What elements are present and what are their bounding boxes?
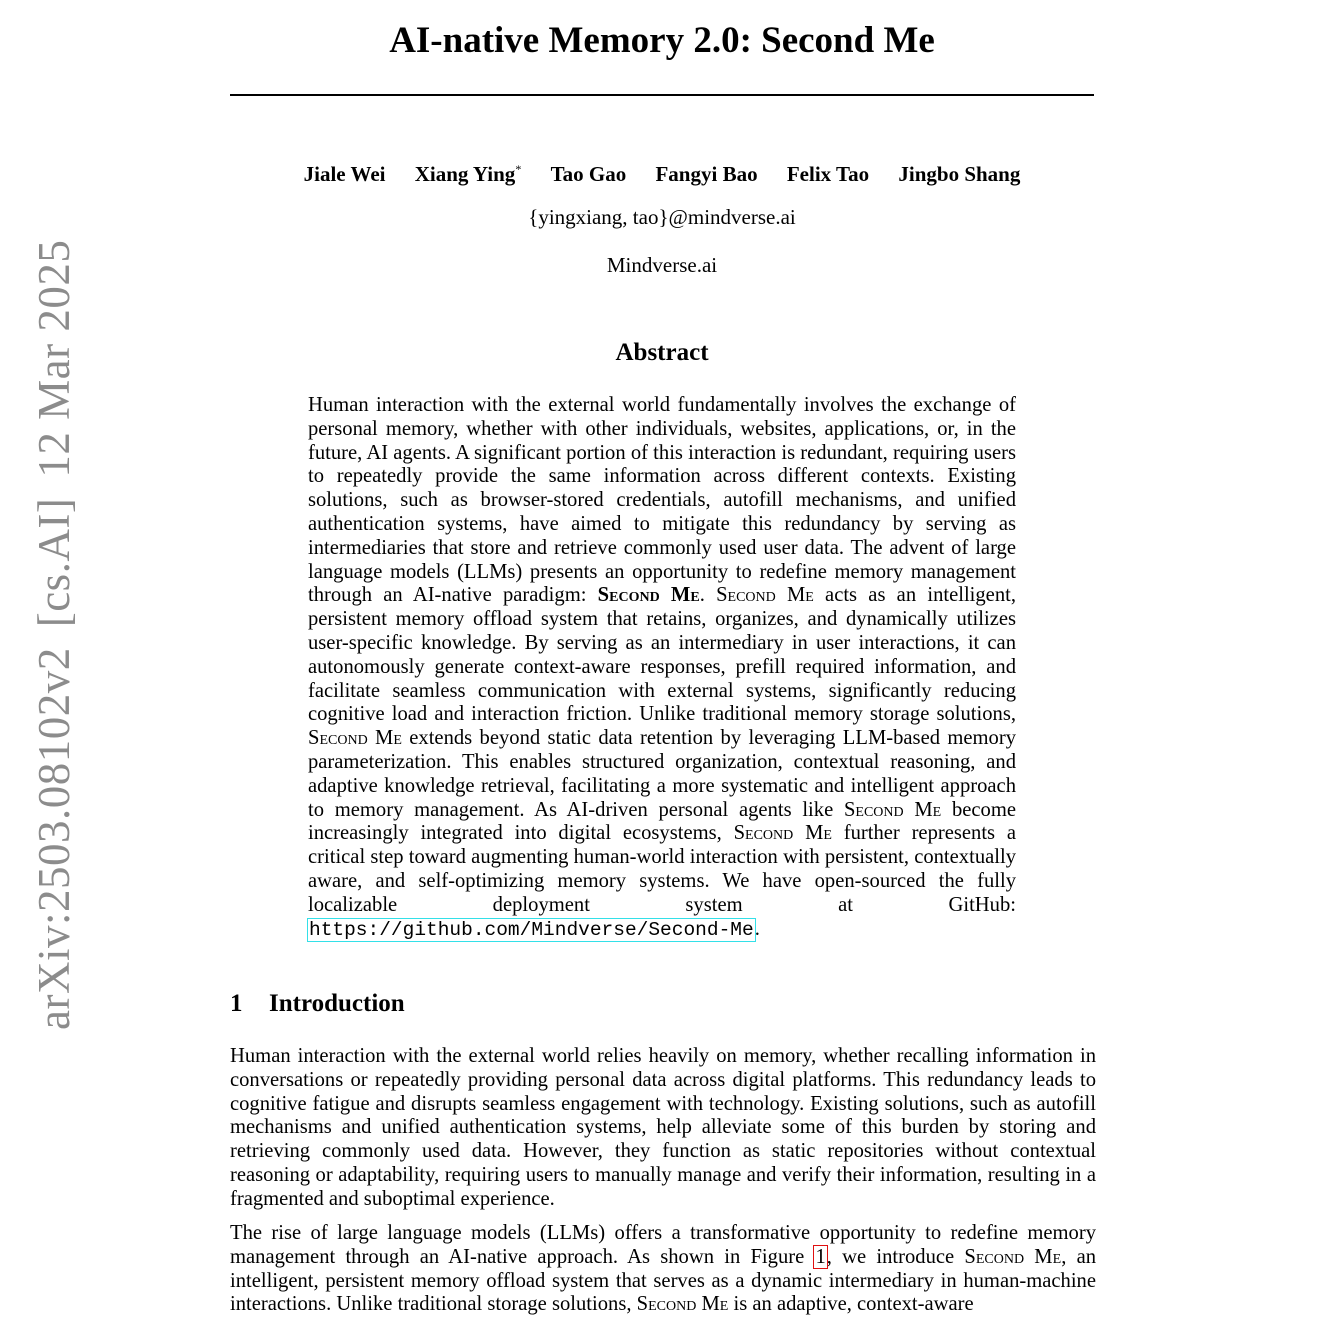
arxiv-date: 12 Mar 2025	[29, 239, 79, 478]
author: Felix Tao	[786, 162, 870, 186]
abstract-heading: Abstract	[615, 339, 709, 366]
arxiv-watermark	[28, 220, 80, 1030]
arxiv-category: [cs.AI]	[29, 497, 79, 628]
system-name: Second Me	[964, 1245, 1062, 1268]
arxiv-id: arXiv:2503.08102v2	[29, 647, 79, 1030]
corresponding-mark: *	[515, 162, 522, 176]
figure-reference-link[interactable]: 1	[815, 1245, 826, 1268]
author-email: {yingxiang, tao}@mindverse.ai	[528, 205, 796, 229]
intro-paragraph-2: The rise of large language models (LLMs) offers a transformative opportunity to redefine memory management through an AI-native approach. As shown in Figure 1, we introduce Second Me, an intelligent, persistent memory offload system that serves as a dynamic intermediary in human-machine interactions. Unlike traditional storage solutions, Second Me is an adaptive, context-aware	[230, 1222, 1097, 1316]
author: Xiang Ying*	[414, 162, 522, 186]
system-name: Second Me	[733, 822, 832, 845]
github-link[interactable]: https://github.com/Mindverse/Second-Me	[309, 918, 754, 941]
system-name: Second Me	[597, 584, 700, 607]
author: Jiale Wei	[303, 162, 386, 186]
author: Fangyi Bao	[655, 162, 758, 186]
system-name: Second Me	[716, 584, 814, 607]
section-heading-introduction: 1 Introduction	[230, 990, 405, 1017]
system-name: Second Me	[308, 727, 402, 750]
author: Tao Gao	[550, 162, 627, 186]
abstract-body: Human interaction with the external world fundamentally involves the exchange of personal memory, whether with other individuals, websites, applications, or, in the future, AI agents. A significant portion of this interaction is redundant, requiring users to repeatedly provide the same information across different contexts. Existing solutions, such as browser-stored credentials, autofill mechanisms, and unified authentication systems, have aimed to mitigate this redundancy by serving as intermediaries that store and retrieve commonly used user data. The advent of large language models (LLMs) presents an opportunity to redefine memory management through an AI-native paradigm: Second Me. Second Me acts as an intelligent, persistent memory offload system that retains, organizes, and dynamically utilizes user-specific knowledge. By serving as an intermediary in user interactions, it can autonomously generate context-aware responses, prefill required information, and facilitate seamless communication with external systems, significantly reducing cognitive load and interaction friction. Unlike traditional memory storage solutions, Second Me extends beyond static data retention by leveraging LLM-based memory parameterization. This enables structured organization, contextual reasoning, and adaptive knowledge retrieval, facilitating a more systematic and intelligent approach to memory management. As AI-driven personal agents like Second Me become increasingly integrated into digital ecosystems, Second Me further represents a critical step toward augmenting human-world interaction with persistent, contextually aware, and self-optimizing memory systems. We have open-sourced the fully localizable deployment system at GitHub: https://github.com/Mindverse/Second-Me.	[308, 394, 1017, 941]
affiliation: Mindverse.ai	[606, 253, 718, 277]
system-name: Second Me	[636, 1293, 729, 1316]
author: Jingbo Shang	[898, 162, 1021, 186]
author-list	[230, 155, 1094, 188]
intro-paragraph-1: Human interaction with the external world relies heavily on memory, whether recalling information in conversations or repeatedly providing personal data across digital platforms. This redundancy leads to cognitive fatigue and disrupts seamless engagement with technology. Existing solutions, such as autofill mechanisms and unified authentication systems, help alleviate some of this burden by storing and retrieving commonly used data. However, they function as static repositories without contextual reasoning or adaptability, requiring users to manually manage and verify their information, resulting in a fragmented and suboptimal experience.	[230, 1045, 1096, 1210]
paper-title: AI-native Memory 2.0: Second Me	[389, 20, 935, 61]
system-name: Second Me	[843, 798, 942, 821]
title-rule	[230, 94, 1094, 96]
